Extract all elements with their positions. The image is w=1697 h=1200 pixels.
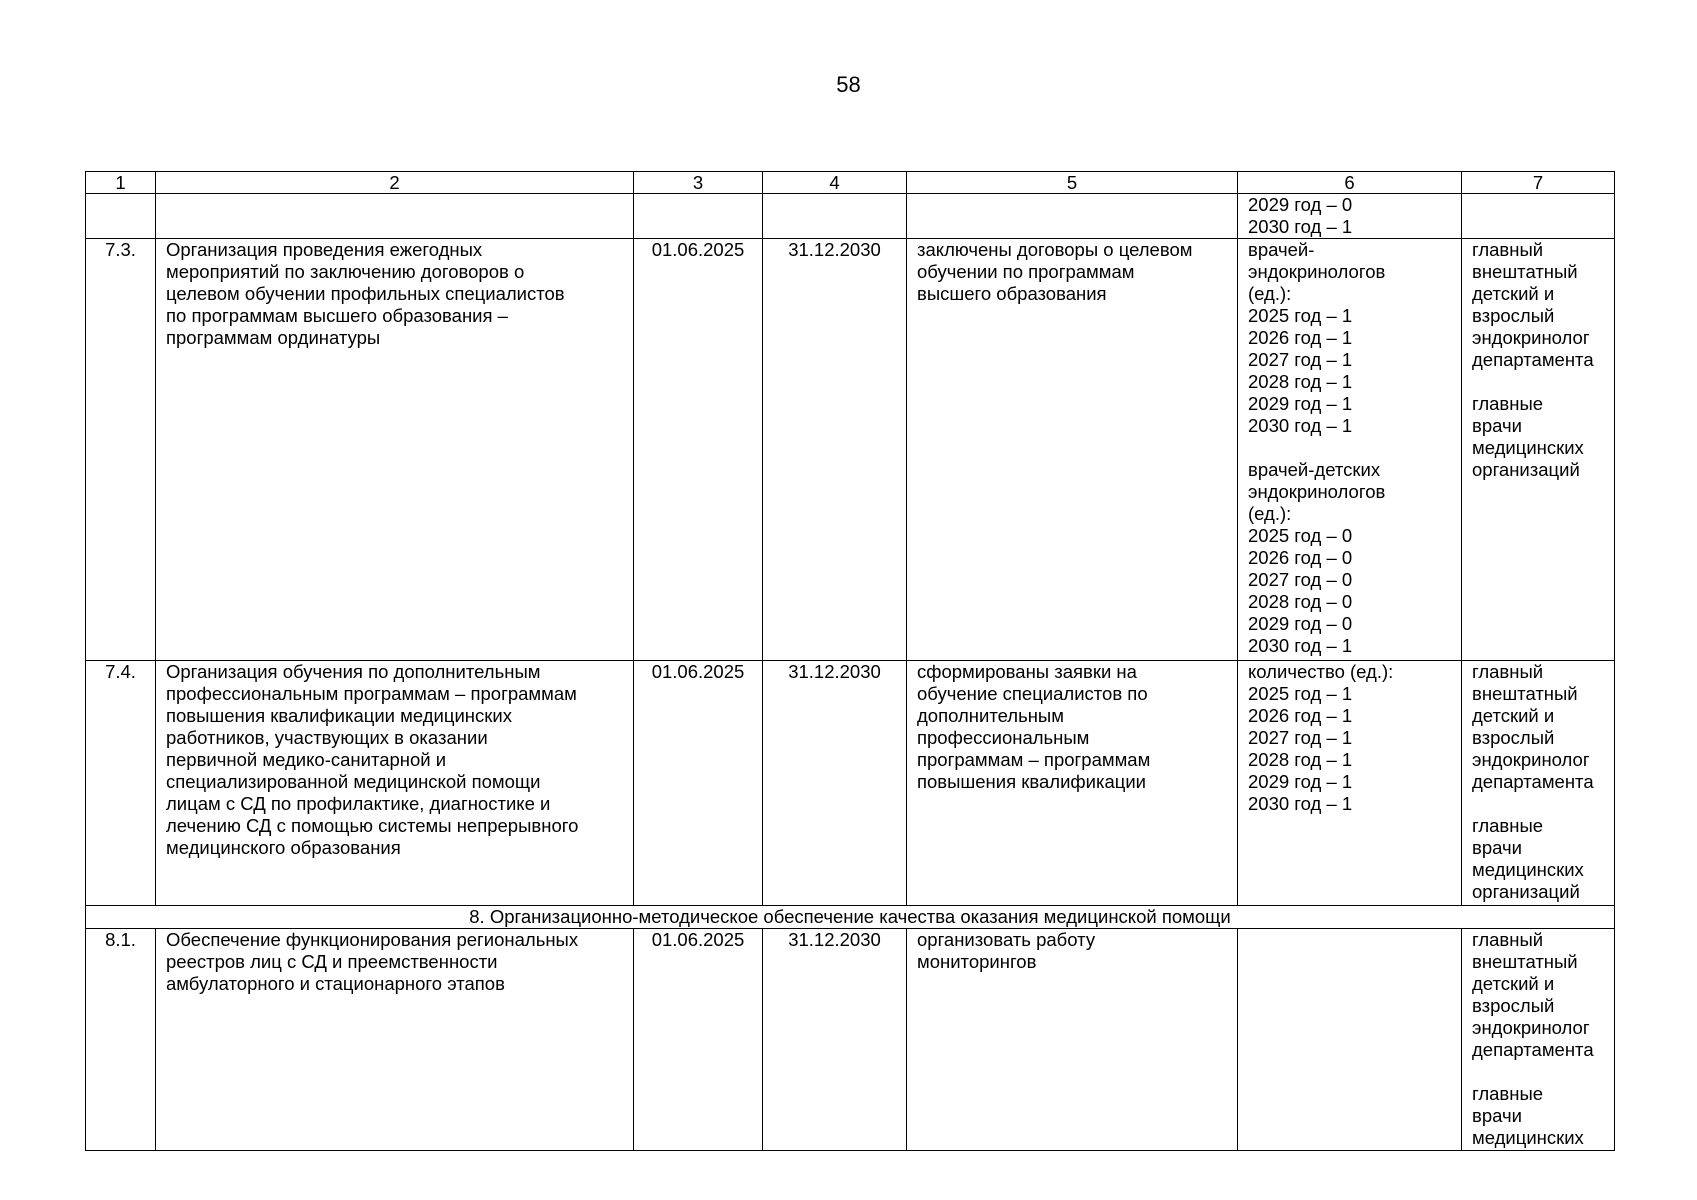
result-cell: сформированы заявки на обучение специалистов по дополнительным профессиональным программам – программам повышения квалификации [907, 661, 1238, 906]
page-number: 58 [836, 72, 861, 97]
section-title: 8. Организационно-методическое обеспечение качества оказания медицинской помощи [86, 906, 1615, 929]
column-header-7: 7 [1462, 172, 1615, 194]
event-cell: Организация обучения по дополнительным профессиональным программам – программам повышения квалификации медицинских работников, участвующих в оказании первичной медико-санитарной и специализированной медицинской помощи лицам с СД по профилактике, диагностике и лечению СД с помощью системы непрерывного медицинского образования [156, 661, 634, 906]
column-header-4: 4 [763, 172, 907, 194]
column-header-5: 5 [907, 172, 1238, 194]
end-date-cell: 31.12.2030 [763, 239, 907, 661]
responsible-cell: главный внештатный детский и взрослый эндокринолог департамента главные врачи медицинских [1462, 929, 1615, 1151]
indicator-cell: количество (ед.): 2025 год – 1 2026 год – 1 2027 год – 1 2028 год – 1 2029 год – 1 2030 год – 1 [1238, 661, 1462, 906]
event-cell [156, 194, 634, 239]
table-row [86, 929, 1615, 1151]
end-date-cell: 31.12.2030 [763, 929, 907, 1151]
indicator-cell [1238, 929, 1462, 1151]
table-row [86, 661, 1615, 906]
event-cell: Организация проведения ежегодных мероприятий по заключению договоров о целевом обучении профильных специалистов по программам высшего образования – программам ординатуры [156, 239, 634, 661]
plan-table [85, 171, 1615, 1151]
column-header-2: 2 [156, 172, 634, 194]
column-header-1: 1 [86, 172, 156, 194]
result-cell: заключены договоры о целевом обучении по программам высшего образования [907, 239, 1238, 661]
end-date-cell [763, 194, 907, 239]
start-date-cell: 01.06.2025 [634, 929, 763, 1151]
responsible-cell: главный внештатный детский и взрослый эндокринолог департамента главные врачи медицинских организаций [1462, 661, 1615, 906]
row-number-cell [86, 194, 156, 239]
indicator-cell: врачей- эндокринологов (ед.): 2025 год – 1 2026 год – 1 2027 год – 1 2028 год – 1 2029 год – 1 2030 год – 1 врачей-детских эндокринологов (ед.): 2025 год – 0 2026 год – 0 2027 год – 0 2028 год – 0 2029 год – 0 2030 год – 1 [1238, 239, 1462, 661]
start-date-cell: 01.06.2025 [634, 239, 763, 661]
column-header-6: 6 [1238, 172, 1462, 194]
start-date-cell: 01.06.2025 [634, 661, 763, 906]
result-cell [907, 194, 1238, 239]
end-date-cell: 31.12.2030 [763, 661, 907, 906]
row-number-cell: 7.3. [86, 239, 156, 661]
responsible-cell: главный внештатный детский и взрослый эндокринолог департамента главные врачи медицинских организаций [1462, 239, 1615, 661]
start-date-cell [634, 194, 763, 239]
column-header-3: 3 [634, 172, 763, 194]
responsible-cell [1462, 194, 1615, 239]
result-cell: организовать работу мониторингов [907, 929, 1238, 1151]
event-cell: Обеспечение функционирования региональных реестров лиц с СД и преемственности амбулаторного и стационарного этапов [156, 929, 634, 1151]
header-row [86, 172, 1615, 194]
row-number-cell: 7.4. [86, 661, 156, 906]
table-row-continuation [86, 194, 1615, 239]
indicator-cell: 2029 год – 0 2030 год – 1 [1238, 194, 1462, 239]
table-row [86, 239, 1615, 661]
row-number-cell: 8.1. [86, 929, 156, 1151]
section-row [86, 906, 1615, 929]
